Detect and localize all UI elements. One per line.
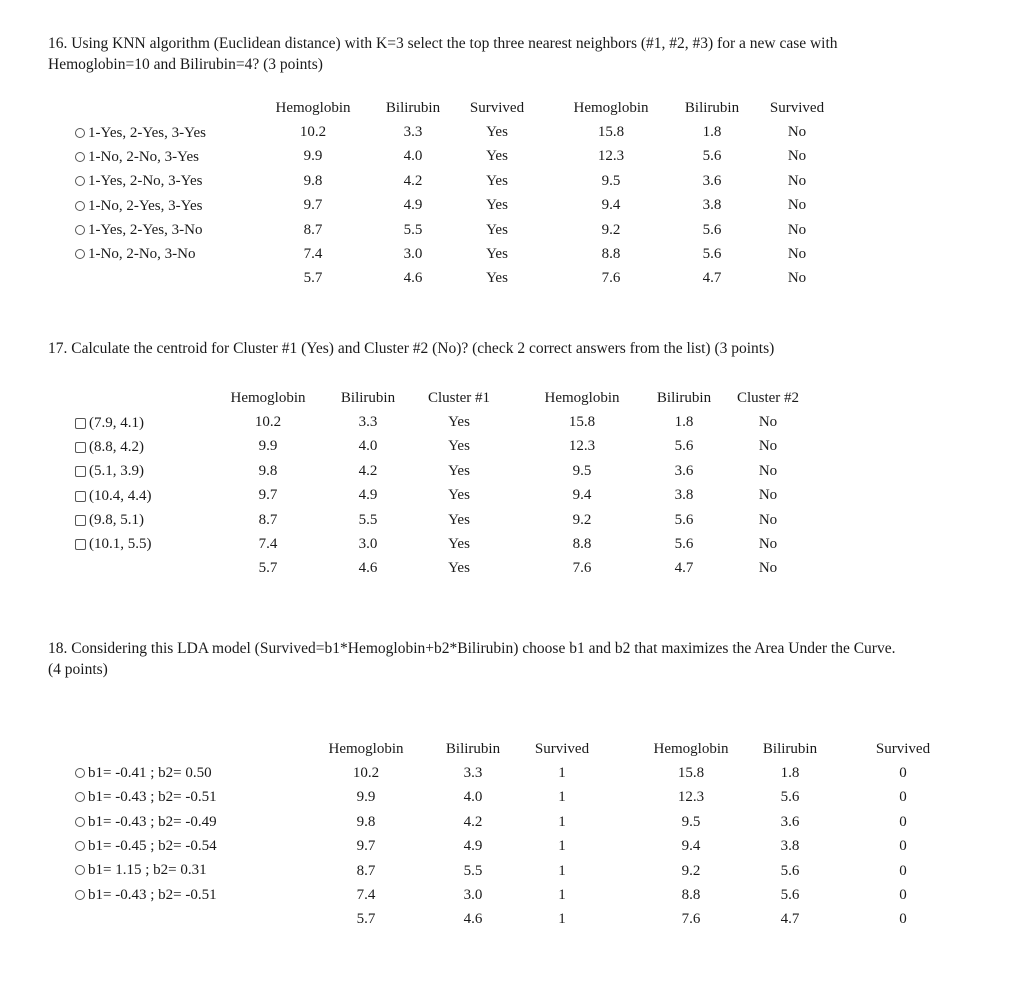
checkbox-icon[interactable] (75, 539, 86, 550)
table-cell: 5.5 (403, 221, 423, 238)
table-cell: 15.8 (677, 765, 705, 781)
table-header: Hemoglobin (328, 741, 404, 757)
table-cell: 1 (558, 765, 566, 781)
table-cell: 0 (899, 789, 907, 806)
table-cell: 7.6 (601, 270, 621, 287)
table-cell: 4.9 (463, 838, 483, 855)
table-cell: 1 (558, 887, 566, 903)
table-cell: 3.0 (403, 246, 423, 262)
table-cell: 3.3 (358, 414, 378, 430)
table-cell: 9.2 (572, 511, 592, 528)
table-cell: 7.4 (258, 536, 278, 552)
table-header: Cluster #1 (427, 390, 491, 406)
table-cell: 4.6 (463, 911, 483, 928)
table-cell: 5.5 (463, 862, 483, 879)
checkbox-icon[interactable] (75, 491, 86, 502)
table-cell: No (758, 438, 778, 455)
table-cell: 4.2 (358, 462, 378, 479)
table-cell: 9.5 (601, 172, 621, 189)
q17-question (48, 338, 774, 359)
table-cell: 4.0 (358, 438, 378, 455)
table-cell: Yes (486, 270, 508, 287)
table-cell: 5.6 (702, 246, 722, 262)
table-cell: 0 (899, 887, 907, 903)
checkbox-icon[interactable] (75, 442, 86, 453)
table-cell: 5.7 (258, 560, 278, 577)
q16-question (48, 33, 838, 75)
table-cell: 5.6 (780, 862, 800, 879)
q18-option-2[interactable]: b1= -0.43 ; b2= -0.51 (75, 787, 217, 807)
table-cell: 3.0 (358, 536, 378, 552)
table-header: Bilirubin (684, 100, 740, 116)
table-cell: 9.8 (258, 462, 278, 479)
table-cell: 4.6 (403, 270, 423, 287)
table-cell: 10.2 (352, 765, 380, 781)
table-header: Bilirubin (656, 390, 712, 406)
table-cell: No (787, 124, 807, 140)
table-cell: 9.8 (303, 172, 323, 189)
table-cell: 9.5 (681, 813, 701, 830)
table-header: Survived (469, 100, 525, 116)
table-cell: 9.7 (303, 197, 323, 214)
q16-text-line2: Hemoglobin=10 and Bilirubin=4? (3 points) (48, 56, 323, 73)
table-header: Hemoglobin (573, 100, 649, 116)
table-cell: 5.6 (780, 789, 800, 806)
table-cell: No (787, 270, 807, 287)
radio-button-icon[interactable] (75, 890, 85, 900)
table-cell: Yes (448, 511, 470, 528)
q17-option-5[interactable]: (9.8, 5.1) (75, 510, 144, 530)
q17-option-6[interactable]: (10.1, 5.5) (75, 534, 152, 554)
q16-text-line1: 16. Using KNN algorithm (Euclidean distance) with K=3 select the top three nearest neighbors (#1, #2, #3) for a new case with (48, 35, 838, 52)
table-cell: 3.6 (702, 172, 722, 189)
radio-button-icon[interactable] (75, 128, 85, 138)
table-cell: 3.6 (780, 813, 800, 830)
table-cell: 7.6 (681, 911, 701, 928)
table-cell: 12.3 (568, 438, 596, 455)
table-cell: 3.8 (780, 838, 800, 855)
radio-button-icon[interactable] (75, 201, 85, 211)
table-cell: No (787, 148, 807, 165)
table-cell: 9.4 (601, 197, 621, 214)
q17-option-1[interactable]: (7.9, 4.1) (75, 413, 144, 433)
table-cell: 5.6 (702, 148, 722, 165)
table-cell: 7.6 (572, 560, 592, 577)
table-header: Bilirubin (762, 741, 818, 757)
table-cell: 12.3 (597, 148, 625, 165)
q18-option-6[interactable]: b1= -0.43 ; b2= -0.51 (75, 885, 217, 905)
table-cell: 3.8 (702, 197, 722, 214)
table-header: Survived (769, 100, 825, 116)
table-cell: 8.8 (572, 536, 592, 552)
q16-option-2[interactable]: 1-No, 2-No, 3-Yes (75, 147, 199, 167)
table-cell: No (758, 560, 778, 577)
table-cell: 4.7 (674, 560, 694, 577)
table-cell: 9.9 (258, 438, 278, 455)
table-cell: 3.3 (403, 124, 423, 140)
q16-option-3[interactable]: 1-Yes, 2-No, 3-Yes (75, 171, 202, 191)
table-cell: 4.7 (702, 270, 722, 287)
table-cell: 9.2 (681, 862, 701, 879)
table-header: Hemoglobin (544, 390, 620, 406)
table-cell: 9.9 (303, 148, 323, 165)
table-cell: 1 (558, 862, 566, 879)
table-cell: 0 (899, 813, 907, 830)
table-cell: 8.8 (681, 887, 701, 903)
table-cell: 8.7 (356, 862, 376, 879)
table-cell: 3.0 (463, 887, 483, 903)
table-cell: 1 (558, 813, 566, 830)
table-cell: 12.3 (677, 789, 705, 806)
table-cell: 9.5 (572, 462, 592, 479)
table-header: Hemoglobin (653, 741, 729, 757)
table-cell: 1 (558, 838, 566, 855)
table-header: Survived (534, 741, 590, 757)
table-cell: No (758, 462, 778, 479)
table-cell: 9.7 (356, 838, 376, 855)
table-cell: 8.7 (258, 511, 278, 528)
table-header: Survived (875, 741, 931, 757)
table-cell: No (787, 246, 807, 262)
table-cell: Yes (486, 197, 508, 214)
table-cell: 4.2 (463, 813, 483, 830)
q17-option-4[interactable]: (10.4, 4.4) (75, 486, 152, 506)
table-cell: 10.2 (299, 124, 327, 140)
table-cell: No (758, 511, 778, 528)
q18-text-line2: (4 points) (48, 661, 108, 678)
table-cell: 4.2 (403, 172, 423, 189)
table-header: Bilirubin (445, 741, 501, 757)
table-cell: Yes (448, 462, 470, 479)
table-cell: 7.4 (356, 887, 376, 903)
table-header: Hemoglobin (275, 100, 351, 116)
table-cell: 4.9 (358, 487, 378, 504)
q18-option-3[interactable]: b1= -0.43 ; b2= -0.49 (75, 812, 217, 832)
table-cell: 4.7 (780, 911, 800, 928)
table-header: Cluster #2 (736, 390, 800, 406)
table-cell: Yes (486, 221, 508, 238)
table-cell: 1 (558, 789, 566, 806)
table-cell: 5.6 (674, 511, 694, 528)
table-cell: Yes (448, 536, 470, 552)
table-cell: 9.9 (356, 789, 376, 806)
radio-button-icon[interactable] (75, 841, 85, 851)
table-cell: 9.8 (356, 813, 376, 830)
table-header: Hemoglobin (230, 390, 306, 406)
table-cell: Yes (486, 172, 508, 189)
table-cell: 4.6 (358, 560, 378, 577)
table-cell: 10.2 (254, 414, 282, 430)
table-cell: 3.8 (674, 487, 694, 504)
q18-option-1[interactable]: b1= -0.41 ; b2= 0.50 (75, 763, 212, 783)
table-cell: 3.3 (463, 765, 483, 781)
radio-button-icon[interactable] (75, 865, 85, 875)
q16-option-4[interactable]: 1-No, 2-Yes, 3-Yes (75, 196, 202, 216)
q18-question (48, 638, 895, 680)
table-cell: 3.6 (674, 462, 694, 479)
table-cell: 15.8 (597, 124, 625, 140)
table-cell: 5.6 (674, 438, 694, 455)
table-cell: No (758, 536, 778, 552)
table-header: Bilirubin (340, 390, 396, 406)
table-cell: 0 (899, 911, 907, 928)
table-cell: Yes (448, 438, 470, 455)
table-cell: 1 (558, 911, 566, 928)
table-cell: 5.6 (702, 221, 722, 238)
table-cell: Yes (486, 124, 508, 140)
radio-button-icon[interactable] (75, 176, 85, 186)
table-cell: 8.8 (601, 246, 621, 262)
table-cell: 1.8 (674, 414, 694, 430)
table-cell: 0 (899, 838, 907, 855)
q17-option-2[interactable]: (8.8, 4.2) (75, 437, 144, 457)
radio-button-icon[interactable] (75, 249, 85, 259)
q16-option-6[interactable]: 1-No, 2-No, 3-No (75, 244, 195, 264)
table-cell: No (787, 197, 807, 214)
table-cell: 4.9 (403, 197, 423, 214)
table-cell: 15.8 (568, 414, 596, 430)
table-cell: 9.7 (258, 487, 278, 504)
q17-option-3[interactable]: (5.1, 3.9) (75, 461, 144, 481)
table-cell: 0 (899, 862, 907, 879)
table-cell: 1.8 (780, 765, 800, 781)
table-cell: 5.6 (780, 887, 800, 903)
checkbox-icon[interactable] (75, 466, 86, 477)
table-cell: 5.7 (303, 270, 323, 287)
table-cell: No (787, 172, 807, 189)
table-cell: 1.8 (702, 124, 722, 140)
radio-button-icon[interactable] (75, 225, 85, 235)
q16-option-1[interactable]: 1-Yes, 2-Yes, 3-Yes (75, 123, 206, 143)
checkbox-icon[interactable] (75, 515, 86, 526)
table-cell: No (758, 414, 778, 430)
table-cell: 4.0 (403, 148, 423, 165)
radio-button-icon[interactable] (75, 817, 85, 827)
table-cell: 5.7 (356, 911, 376, 928)
radio-button-icon[interactable] (75, 768, 85, 778)
q18-text-line1: 18. Considering this LDA model (Survived=b1*Hemoglobin+b2*Bilirubin) choose b1 and b2 that maximizes the Area Under the Curve. (48, 640, 896, 657)
checkbox-icon[interactable] (75, 418, 86, 429)
table-cell: No (758, 487, 778, 504)
table-cell: Yes (486, 246, 508, 262)
radio-button-icon[interactable] (75, 152, 85, 162)
table-cell: 8.7 (303, 221, 323, 238)
table-cell: 4.0 (463, 789, 483, 806)
table-cell: Yes (448, 414, 470, 430)
table-cell: Yes (448, 560, 470, 577)
q16-option-5[interactable]: 1-Yes, 2-Yes, 3-No (75, 220, 202, 240)
table-cell: No (787, 221, 807, 238)
table-cell: 9.4 (572, 487, 592, 504)
table-header: Bilirubin (385, 100, 441, 116)
table-cell: 0 (899, 765, 907, 781)
table-cell: 7.4 (303, 246, 323, 262)
q18-option-4[interactable]: b1= -0.45 ; b2= -0.54 (75, 836, 217, 856)
table-cell: Yes (448, 487, 470, 504)
table-cell: 5.6 (674, 536, 694, 552)
radio-button-icon[interactable] (75, 792, 85, 802)
q17-text: 17. Calculate the centroid for Cluster #1 (Yes) and Cluster #2 (No)? (check 2 correct answers from the list) (3 points) (48, 340, 775, 357)
table-cell: Yes (486, 148, 508, 165)
table-cell: 9.2 (601, 221, 621, 238)
q18-option-5[interactable]: b1= 1.15 ; b2= 0.31 (75, 860, 207, 880)
table-cell: 9.4 (681, 838, 701, 855)
table-cell: 5.5 (358, 511, 378, 528)
